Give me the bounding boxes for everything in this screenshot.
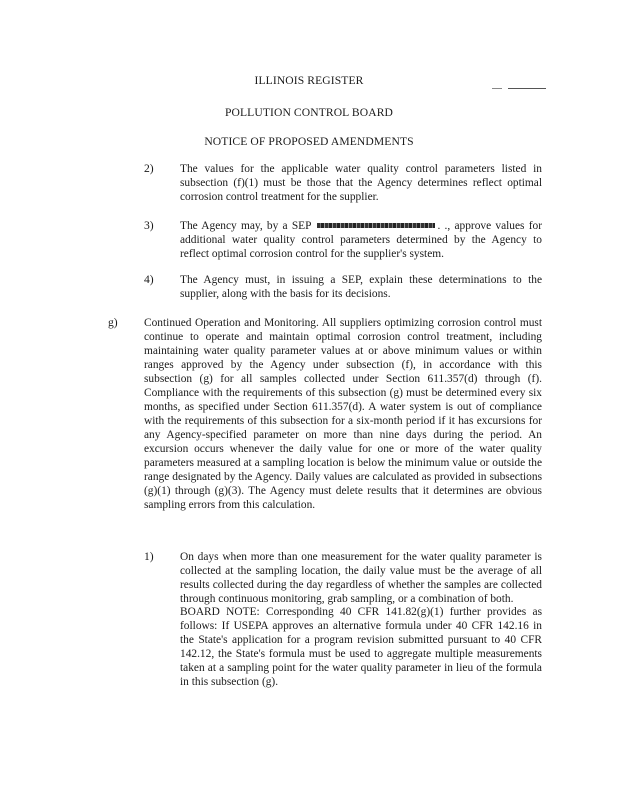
notice-heading: NOTICE OF PROPOSED AMENDMENTS bbox=[204, 135, 414, 148]
section-g-text: Continued Operation and Monitoring. All suppliers optimizing corrosion control must continue to operate and maintain optimal corrosion control treatment, including maintaining water quality parameter values at or above minimum values or within ranges approved by the Agency under subsection (f), in accordance with this subsection (g) for all samples collected under Section 611.357(d) through (f). Compliance with the requirements of this subsection (g) must be determined every six months, as specified under Section 611.357(d). A water system is out of compliance with the requirements of this subsection for a six-month period if it has excursions for any Agency-specified parameter on more than nine days during the period. An excursion occurs whenever the daily value for one or more of the water quality parameters measured at a sampling location is below the minimum value or outside the range designated by the Agency. Daily values are calculated as provided in subsections (g)(1) through (g)(3). The Agency must delete results that it determines are obvious sampling errors from this calculation. bbox=[144, 317, 542, 511]
item-number-2: 2) bbox=[144, 162, 154, 175]
item-text-2: The values for the applicable water quality control parameters listed in subsection (f)(1) must be those that the Agency determines reflect optimal corrosion control treatment for the supplier. bbox=[180, 163, 542, 203]
item-number-3: 3) bbox=[144, 219, 154, 232]
board-heading: POLLUTION CONTROL BOARD bbox=[224, 106, 394, 119]
subsection-text-1: On days when more than one measurement for the water quality parameter is collected at the sampling location, the daily value must be the average of all results collected during the day regardless of whether the samples are collected through continuous monitoring, grab sampling, or a combination of both. bbox=[180, 551, 542, 605]
item-text-4: The Agency must, in issuing a SEP, explain these determinations to the supplier, along with the basis for its decisions. bbox=[180, 274, 542, 300]
scan-mark bbox=[508, 88, 546, 89]
item-number-4: 4) bbox=[144, 273, 154, 286]
item-text-3-end: . ., approve values for additional water quality control parameters determined by the Agency to reflect optimal corrosion control for the supplier's system. bbox=[180, 220, 542, 260]
scan-mark bbox=[492, 88, 502, 89]
redaction-mark bbox=[317, 223, 435, 228]
register-heading: ILLINOIS REGISTER bbox=[254, 74, 364, 87]
item-text-3-start: The Agency may, by a SEP bbox=[180, 220, 312, 232]
item-text-3 bbox=[180, 219, 542, 261]
subsection-number-1: 1) bbox=[144, 550, 154, 563]
board-note: BOARD NOTE: Corresponding 40 CFR 141.82(g)(1) further provides as follows: If USEPA approves an alternative formula under 40 CFR 142.16 in the State's application for a program revision submitted pursuant to 40 CFR 142.12, the State's formula must be used to aggregate multiple measurements taken at a sampling point for the water quality parameter in lieu of the formula in this subsection (g). bbox=[180, 606, 542, 688]
section-g-label: g) bbox=[108, 316, 118, 329]
